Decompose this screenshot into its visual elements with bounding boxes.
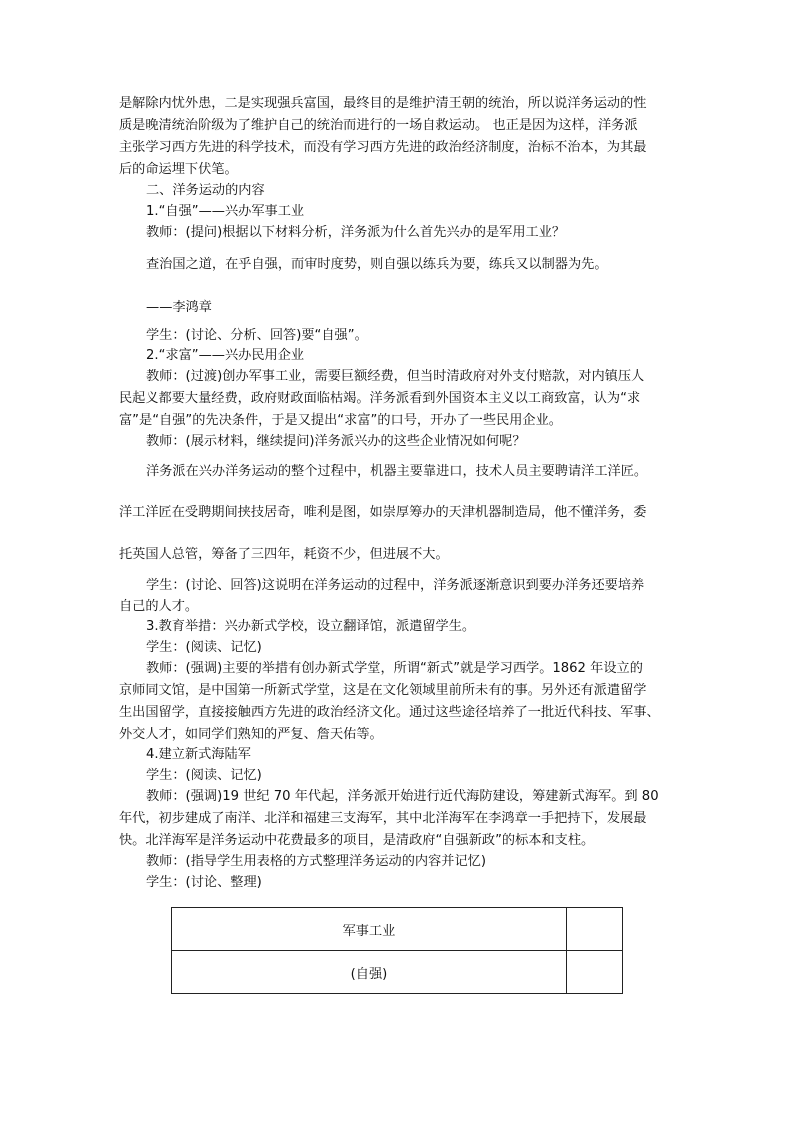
quote-text: 查治国之道，在乎自强，而审时度势，则自强以练兵为要，练兵又以制器为先。 (146, 257, 608, 272)
paragraph-line: 质是晚清统治阶级为了维护自己的统治而进行的一场自救运动。 也正是因为这样，洋务派 (119, 118, 638, 133)
student-line: 学生：(讨论、整理) (146, 875, 262, 890)
table-row (172, 951, 623, 994)
teacher-line: 教师：(展示材料，继续提问)洋务派兴办的这些企业情况如何呢？ (146, 434, 526, 449)
table-cell (567, 908, 623, 951)
table-cell: (自强) (172, 951, 567, 994)
teacher-line: 教师：(强调)主要的举措有创办新式学堂，所谓“新式”就是学习西学。1862 年设立的 (146, 661, 643, 676)
paragraph-line: 是解除内忧外患，二是实现强兵富国，最终目的是维护清王朝的统治，所以说洋务运动的性 (119, 96, 647, 111)
student-line: 学生：(阅读、记忆) (146, 640, 262, 655)
teacher-line: 教师：(提问)根据以下材料分析，洋务派为什么首先兴办的是军用工业？ (146, 225, 566, 240)
teacher-line: 教师：(指导学生用表格的方式整理洋务运动的内容并记忆) (146, 854, 486, 869)
item1-heading: 1.“自强”——兴办军事工业 (146, 204, 305, 219)
teacher-line: 富”是“自强”的先决条件，于是又提出“求富”的口号，开办了一些民用企业。 (119, 413, 562, 428)
paragraph-line: 主张学习西方先进的科学技术，而没有学习西方先进的政治经济制度，治标不治本，为其最 (119, 140, 647, 155)
item2-heading: 2.“求富”——兴办民用企业 (146, 348, 305, 363)
table-row (172, 908, 623, 951)
material-line: 洋务派在兴办洋务运动的整个过程中，机器主要靠进口，技术人员主要聘请洋工洋匠。 (146, 464, 648, 479)
table-cell (567, 951, 623, 994)
content-table (171, 907, 623, 994)
teacher-line: 年代，初步建成了南洋、北洋和福建三支海军，其中北洋海军在李鸿章一手把持下，发展最 (119, 811, 647, 826)
teacher-line: 生出国留学，直接接触西方先进的政治经济文化。通过这些途径培养了一批近代科技、军事、 (119, 705, 660, 720)
student-line: 学生：(讨论、分析、回答)要“自强”。 (146, 328, 368, 343)
teacher-line: 外交人才，如同学们熟知的严复、詹天佑等。 (119, 727, 383, 742)
item4-heading: 4.建立新式海陆军 (146, 747, 251, 762)
material-line: 托英国人总管，筹备了三四年，耗资不少，但进展不大。 (119, 547, 449, 562)
table-cell: 军事工业 (172, 908, 567, 951)
material-line: 洋工洋匠在受聘期间挟技居奇，唯利是图，如崇厚筹办的天津机器制造局，他不懂洋务，委 (119, 505, 647, 520)
student-line: 学生：(阅读、记忆) (146, 768, 262, 783)
teacher-line: 快。北洋海军是洋务运动中花费最多的项目，是清政府“自强新政”的标本和支柱。 (119, 833, 595, 848)
student-line: 学生：(讨论、回答)这说明在洋务运动的过程中，洋务派逐渐意识到要办洋务还要培养 (146, 578, 645, 593)
teacher-line: 民起义都要大量经费，政府财政面临枯竭。洋务派看到外国资本主义以工商致富，认为“求 (119, 391, 641, 406)
teacher-line: 教师：(过渡)创办军事工业，需要巨额经费，但当时清政府对外支付赔款，对内镇压人 (146, 369, 645, 384)
quote-source: ——李鸿章 (146, 300, 212, 315)
student-line: 自己的人才。 (119, 599, 199, 614)
teacher-line: 教师：(强调)19 世纪 70 年代起，洋务派开始进行近代海防建设，筹建新式海军。到 80 (146, 789, 659, 804)
paragraph-line: 后的命运埋下伏笔。 (119, 162, 238, 177)
teacher-line: 京师同文馆，是中国第一所新式学堂，这是在文化领域里前所未有的事。另外还有派遣留学 (119, 683, 647, 698)
section-heading: 二、洋务运动的内容 (146, 183, 265, 198)
item3-heading: 3.教育举措：兴办新式学校，设立翻译馆，派遣留学生。 (146, 619, 476, 634)
